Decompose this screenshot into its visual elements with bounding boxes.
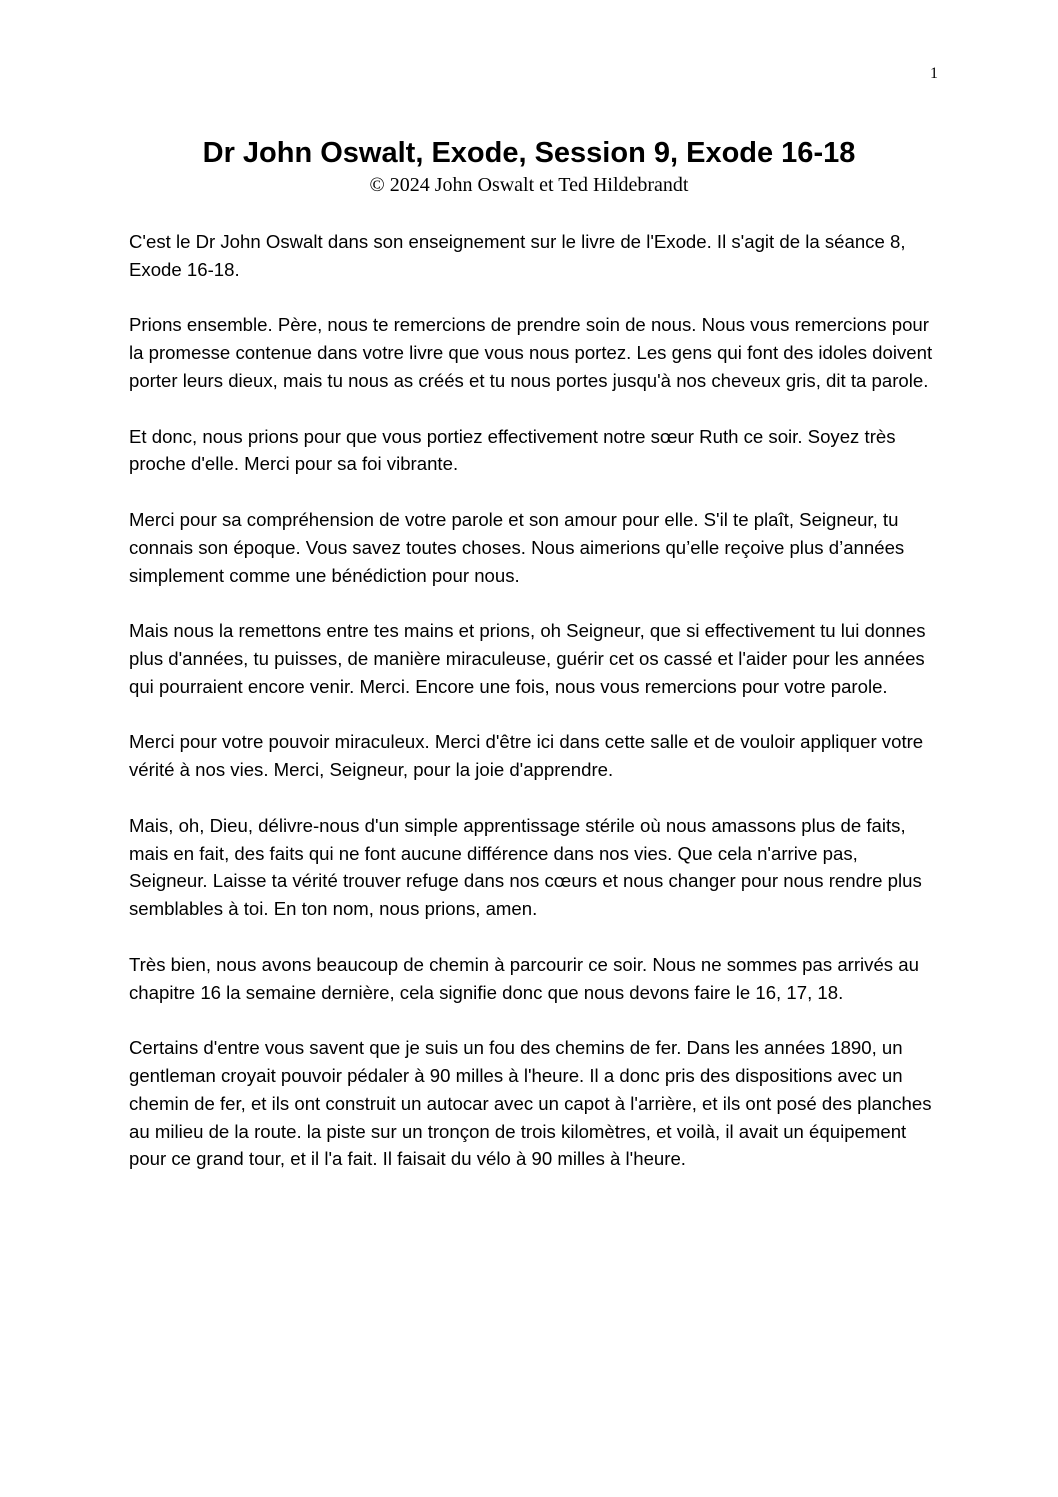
- document-title: Dr John Oswalt, Exode, Session 9, Exode 16-18: [202, 137, 856, 169]
- paragraph-intro: C'est le Dr John Oswalt dans son enseignement sur le livre de l'Exode. Il s'agit de la séance 8, Exode 16-18.: [129, 231, 906, 280]
- document-body: [129, 228, 939, 1201]
- copyright-line: © 2024 John Oswalt et Ted Hildebrandt: [369, 174, 689, 196]
- paragraph: Mais, oh, Dieu, délivre-nous d'un simple apprentissage stérile où nous amassons plus de faits, mais en fait, des faits qui ne font aucune différence dans nos vies. Que cela n'arrive pas, Seigneur. Laisse ta vérité trouver refuge dans nos cœurs et nous changer pour nous rendre plus semblables à toi. En ton nom, nous prions, amen.: [129, 814, 922, 920]
- paragraph: Prions ensemble. Père, nous te remercions de prendre soin de nous. Nous vous remercions pour la promesse contenue dans votre livre que vous nous portez. Les gens qui font des idoles doivent porter leurs dieux, mais tu nous as créés et tu nous portes jusqu'à nos cheveux gris, dit ta parole.: [129, 314, 933, 391]
- paragraph: Merci pour votre pouvoir miraculeux. Merci d'être ici dans cette salle et de vouloir appliquer votre vérité à nos vies. Merci, Seigneur, pour la joie d'apprendre.: [129, 731, 924, 781]
- paragraph: Très bien, nous avons beaucoup de chemin à parcourir ce soir. Nous ne sommes pas arrivés au chapitre 16 la semaine dernière, cela signifie donc que nous devons faire le 16, 17, 18.: [129, 953, 919, 1003]
- paragraph: Mais nous la remettons entre tes mains et prions, oh Seigneur, que si effectivement tu lui donnes plus d'années, tu puisses, de manière miraculeuse, guérir cet os cassé et l'aider pour les années qui pourraient encore venir. Merci. Encore une fois, nous vous remercions pour votre parole.: [129, 620, 926, 697]
- paragraph: Merci pour sa compréhension de votre parole et son amour pour elle. S'il te plaît, Seigneur, tu connais son époque. Vous savez toutes choses. Nous aimerions qu’elle reçoive plus d’années simplement comme une bénédiction pour nous.: [129, 508, 905, 586]
- paragraph: Certains d'entre vous savent que je suis un fou des chemins de fer. Dans les années 1890, un gentleman croyait pouvoir pédaler à 90 milles à l'heure. Il a donc pris des dispositions avec un chemin de fer, et ils ont construit un autocar avec un capot à l'arrière, et ils ont posé des planches au milieu de la route. la piste sur un tronçon de trois kilomètres, et voilà, il avait un équipement pour ce grand tour, et il l'a fait. Il faisait du vélo à 90 milles à l'heure.: [129, 1037, 932, 1170]
- page-number: 1: [930, 65, 938, 82]
- paragraph: Et donc, nous prions pour que vous portiez effectivement notre sœur Ruth ce soir. Soyez très proche d'elle. Merci pour sa foi vibrante.: [129, 425, 896, 475]
